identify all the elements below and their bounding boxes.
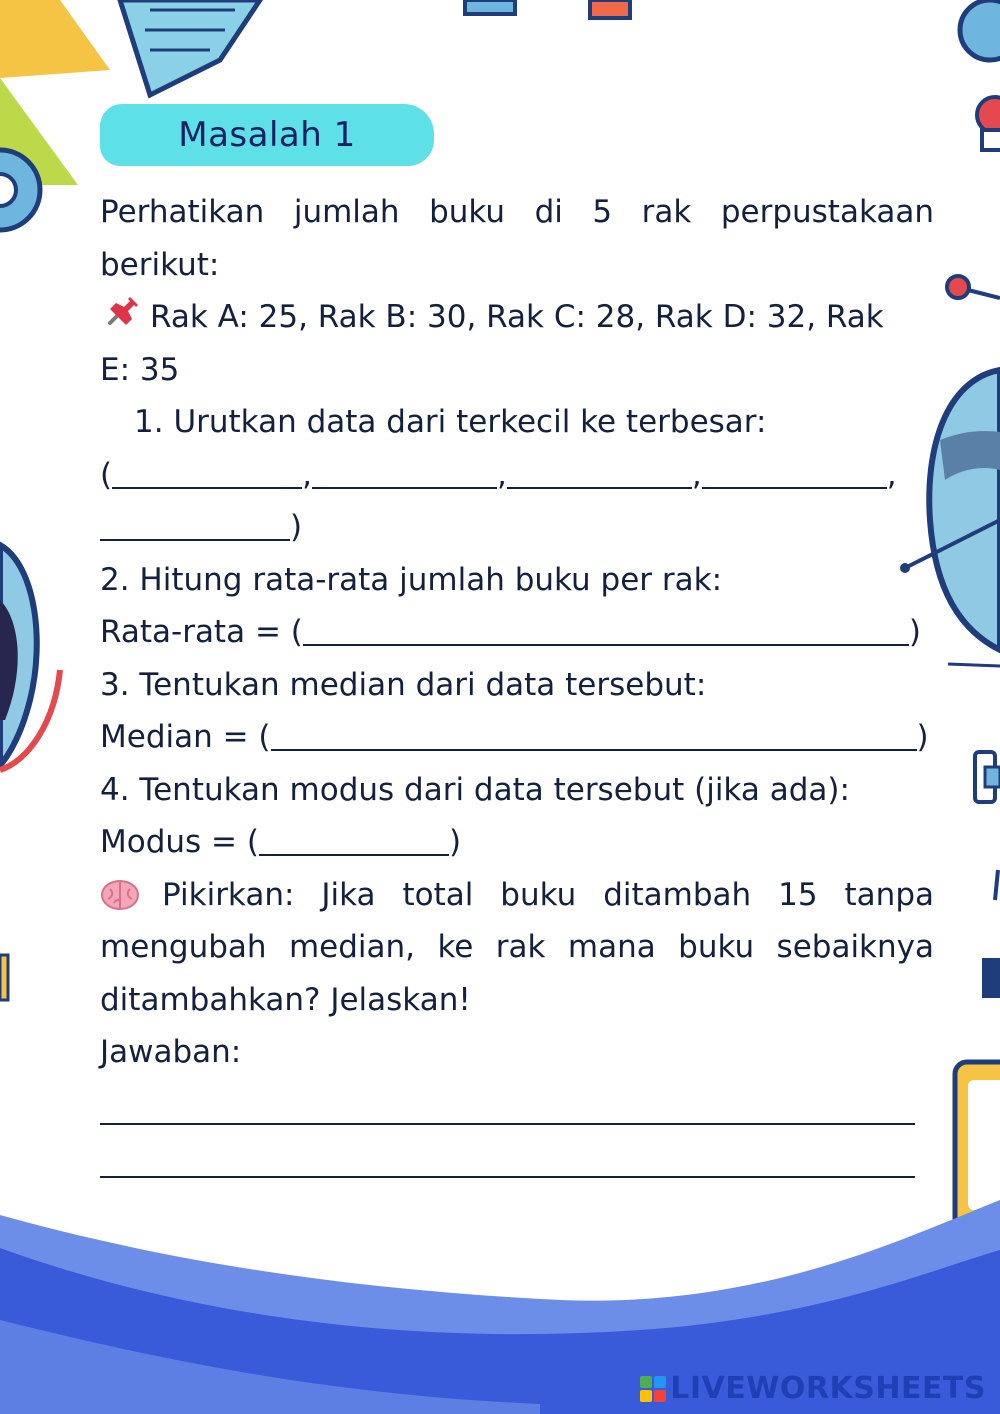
question-3: [100, 659, 934, 712]
pin-decoration-icon: [947, 276, 1000, 298]
answer-blank[interactable]: [271, 715, 917, 751]
globe-icon: [0, 545, 60, 770]
liveworksheets-logo-icon: [640, 1376, 666, 1402]
answer-blank[interactable]: [702, 453, 887, 489]
page-title: Masalah 1: [178, 115, 356, 155]
intro-text: Perhatikan jumlah buku di 5 rak perpustakaan: [100, 194, 934, 230]
device-icon: [975, 752, 1000, 802]
question-1: [100, 396, 934, 449]
knob-icon: [977, 97, 1000, 150]
answer-rule: [100, 1123, 915, 1125]
think-text: ditambahkan? Jelaskan!: [100, 981, 471, 1018]
close-paren: ): [448, 824, 462, 860]
question-4: [100, 764, 934, 817]
watermark-text: LIVEWORKSHEETS: [670, 1371, 986, 1406]
close-paren: ): [908, 614, 921, 650]
think-line-2: [100, 921, 934, 974]
answer-blank[interactable]: [259, 820, 449, 856]
close-paren: ): [916, 719, 929, 755]
q4-answer-row: [100, 816, 934, 869]
answer-line[interactable]: [100, 1079, 934, 1132]
answer-label: Jawaban:: [100, 1034, 242, 1070]
pushpin-icon: [100, 293, 140, 333]
yellow-triangle-shape: [0, 0, 110, 78]
answer-blank[interactable]: [312, 453, 497, 489]
answer-line[interactable]: [100, 1131, 934, 1184]
top-shape: [465, 0, 515, 14]
close-paren: ): [290, 509, 303, 545]
separator: ,: [496, 456, 507, 493]
data-values: Rak A: 25, Rak B: 30, Rak C: 28, Rak D: 32, Rak: [150, 299, 884, 335]
data-values-cont: E: 35: [100, 351, 180, 388]
title-badge: [100, 104, 434, 166]
answer-heading: [100, 1026, 934, 1079]
question-text: 3. Tentukan median dari data tersebut:: [100, 666, 707, 703]
intro-text-cont: berikut:: [100, 246, 220, 283]
answer-blank[interactable]: [507, 453, 692, 489]
open-paren: (: [100, 456, 113, 493]
intro-spacer: [100, 239, 934, 292]
laptop-icon: [120, 0, 260, 95]
q1-answer-row: [100, 449, 934, 502]
question-text: 2. Hitung rata-rata jumlah buku per rak:: [100, 561, 723, 598]
question-text: 4. Tentukan modus dari data tersebut (jika ada):: [100, 771, 850, 808]
answer-blank[interactable]: [112, 453, 302, 489]
intro-line-1: [100, 186, 934, 239]
think-text: mengubah median, ke rak mana buku sebaiknya: [100, 929, 934, 965]
right-stroke: [995, 870, 998, 900]
answer-label: Median = (: [100, 719, 271, 755]
left-shape: [0, 955, 8, 1000]
answer-blank[interactable]: [100, 505, 290, 541]
gear-icon: [960, 0, 1000, 60]
think-text: Pikirkan: Jika total buku ditambah 15 tanpa: [162, 876, 934, 913]
answer-label: Modus = (: [100, 824, 259, 860]
q2-answer-row: [100, 606, 934, 659]
think-line-3: [100, 974, 934, 1027]
separator: ,: [886, 456, 897, 493]
data-line-2: [100, 344, 934, 397]
separator: ,: [302, 456, 312, 493]
separator: ,: [691, 456, 702, 493]
q1-answer-row-2: [100, 501, 934, 554]
q3-answer-row: [100, 711, 934, 764]
top-shape: [590, 0, 630, 18]
answer-blank[interactable]: [303, 610, 909, 646]
right-shape: [982, 958, 1000, 998]
question-number: 1.: [134, 404, 164, 440]
question-2: [100, 554, 934, 607]
answer-rule: [100, 1176, 915, 1178]
question-text: Urutkan data dari terkecil ke terbesar:: [173, 404, 767, 440]
data-line-1: [100, 291, 934, 344]
liveworksheets-watermark: [640, 1371, 986, 1406]
think-line-1: [100, 869, 934, 922]
worksheet-content: [100, 186, 934, 1184]
brain-icon: [100, 875, 140, 915]
answer-label: Rata-rata = (: [100, 614, 303, 650]
